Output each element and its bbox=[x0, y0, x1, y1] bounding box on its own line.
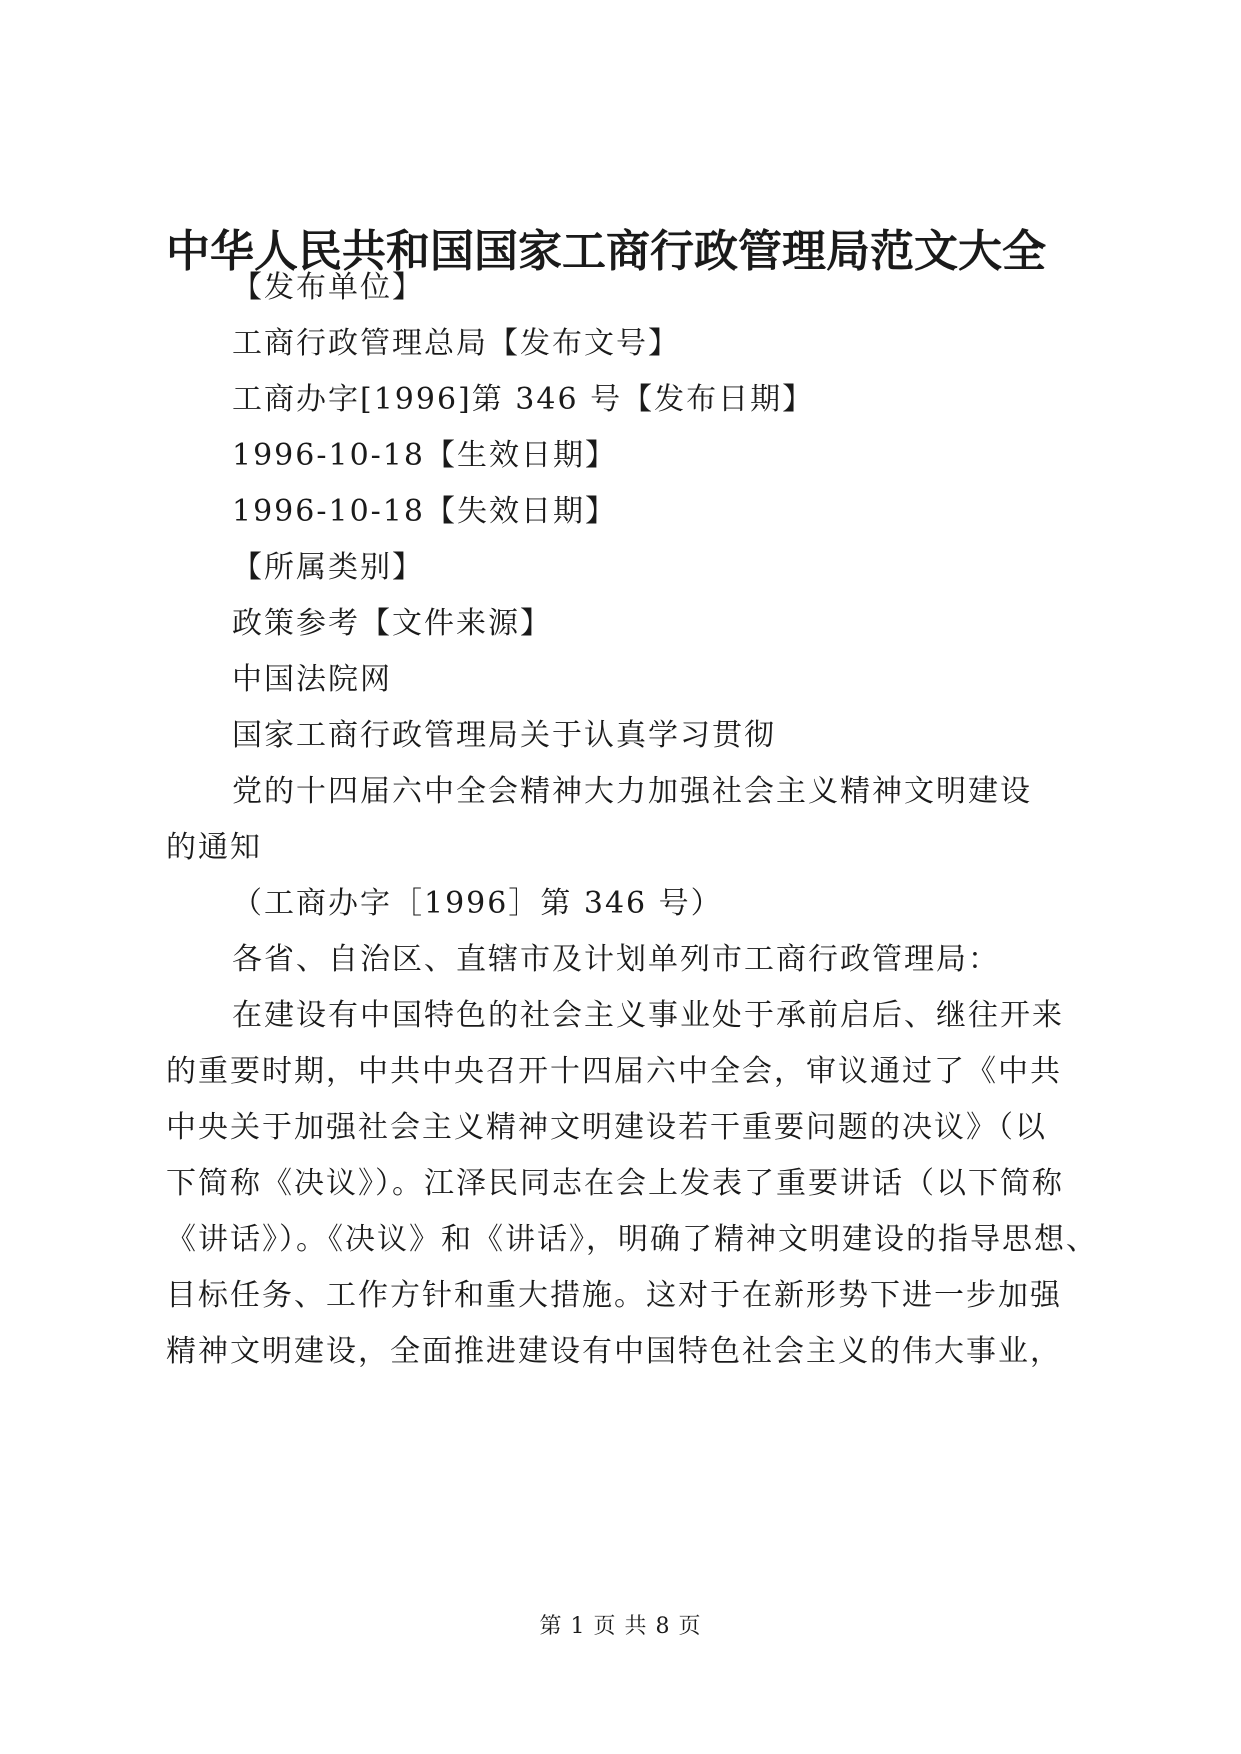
meta-line-category-label: 【所属类别】 bbox=[232, 550, 424, 585]
body-paragraph-line: 精神文明建设，全面推进建设有中国特色社会主义的伟大事业， bbox=[166, 1334, 1062, 1369]
meta-line-publisher: 工商行政管理总局【发布文号】 bbox=[232, 326, 680, 361]
body-paragraph-line: 在建设有中国特色的社会主义事业处于承前启后、继往开来 bbox=[232, 998, 1064, 1033]
meta-line-source: 中国法院网 bbox=[232, 662, 392, 697]
meta-line-publisher-label: 【发布单位】 bbox=[232, 270, 424, 305]
notice-doc-number: （工商办字［1996］第 346 号） bbox=[232, 886, 723, 921]
body-paragraph-line: 下简称《决议》）。江泽民同志在会上发表了重要讲话（以下简称 bbox=[166, 1166, 1064, 1201]
notice-heading-line-3: 的通知 bbox=[166, 830, 262, 865]
body-paragraph-line: 中央关于加强社会主义精神文明建设若干重要问题的决议》（以 bbox=[166, 1110, 1047, 1145]
meta-line-category: 政策参考【文件来源】 bbox=[232, 606, 552, 641]
body-paragraph-line: 目标任务、工作方针和重大措施。这对于在新形势下进一步加强 bbox=[166, 1278, 1062, 1313]
body-paragraph-line: 《讲话》）。《决议》和《讲话》，明确了精神文明建设的指导思想、 bbox=[166, 1222, 1098, 1257]
meta-line-doc-number: 工商办字[1996]第 346 号【发布日期】 bbox=[232, 382, 815, 417]
notice-recipients: 各省、自治区、直辖市及计划单列市工商行政管理局： bbox=[232, 942, 1000, 977]
notice-heading-line-1: 国家工商行政管理局关于认真学习贯彻 bbox=[232, 718, 776, 753]
document-title: 中华人民共和国国家工商行政管理局范文大全 bbox=[166, 226, 1046, 277]
meta-line-publish-date: 1996-10-18【生效日期】 bbox=[232, 438, 617, 473]
meta-line-effective-date: 1996-10-18【失效日期】 bbox=[232, 494, 617, 529]
page-indicator: 第 1 页 共 8 页 bbox=[539, 1614, 702, 1639]
notice-heading-line-2: 党的十四届六中全会精神大力加强社会主义精神文明建设 bbox=[232, 774, 1032, 809]
body-paragraph-line: 的重要时期，中共中央召开十四届六中全会，审议通过了《中共 bbox=[166, 1054, 1062, 1089]
